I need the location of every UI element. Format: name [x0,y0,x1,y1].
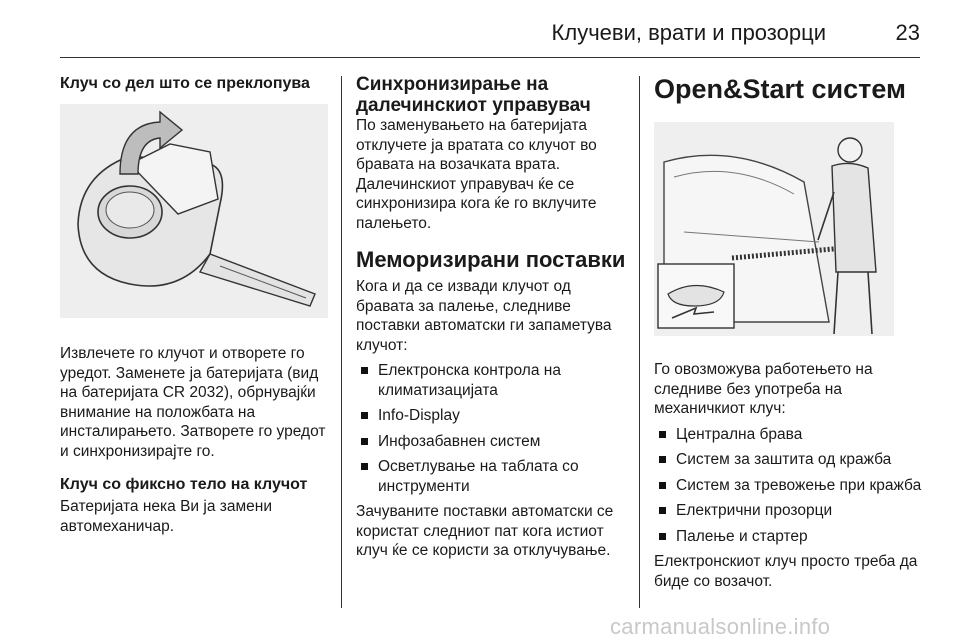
list-item: Електрични прозорци [654,501,924,521]
list-item: Info-Display [356,406,626,426]
sync-text: По заменувањето на батеријата отклучете ја вратата со клучот во бравата на возачката врата. Далечинскиот управувач ќе се синхронизира кога ќе го вклучите палењето. [356,117,597,232]
list-item: Палење и стартер [654,527,924,547]
open-start-list [654,425,924,547]
list-item: Инфозабавнен систем [356,432,626,452]
memorized-footer: Зачуваните поставки автоматски се користат следниот пат кога истиот клуч ќе се користи за отклучување. [356,503,614,559]
watermark: carmanualsonline.info [610,614,831,639]
heading-sync-remote: Синхронизирање на далечинскиот управувач [356,74,591,116]
battery-instructions: Извлечете го клучот и отворете го уредот. Заменете ја батеријата (вид на батеријата CR 2032), обрнувајќи внимание на положбата на инсталирањето. Затворете го уредот и синхронизирајте го. [60,345,326,460]
column-middle [356,74,626,561]
list-item: Систем за заштита од кражба [654,450,924,470]
bullet-icon [361,412,368,419]
column-left [60,74,328,536]
bullet-icon [361,438,368,445]
memorized-list [356,361,626,496]
list-item: Централна брава [654,425,924,445]
heading-open-start: Open&Start систем [654,74,907,104]
bullet-icon [361,463,368,470]
key-battery-illustration [60,104,328,318]
column-divider-2 [639,76,640,608]
bullet-icon [659,482,666,489]
bullet-icon [659,456,666,463]
open-start-illustration [654,122,894,336]
fixed-key-text: Батеријата нека Ви ја замени автомеханичар. [60,498,272,535]
list-item: Систем за тревожење при кражба [654,476,924,496]
header-divider [60,57,920,58]
page-number: 23 [895,20,920,45]
list-item: Електронска контрола на климатизацијата [356,361,626,400]
open-start-intro: Го овозможува работењето на следниве без употреба на механичкиот клуч: [654,361,873,417]
heading-fixed-key: Клуч со фиксно тело на клучот [60,476,308,493]
heading-memorized-settings: Меморизирани поставки [356,247,626,272]
list-item: Осветлување на таблата со инструменти [356,457,626,496]
heading-folding-key: Клуч со дел што се преклопува [60,75,310,92]
section-title: Клучеви, врати и прозорци [551,20,826,45]
bullet-icon [659,507,666,514]
column-right [654,74,924,591]
page-header [60,14,920,54]
bullet-icon [659,533,666,540]
bullet-icon [659,431,666,438]
bullet-icon [361,367,368,374]
memorized-intro: Кога и да се извади клучот од бравата за палење, следниве поставки автоматски ги запаметува клучот: [356,278,612,354]
column-divider-1 [341,76,342,608]
open-start-footer: Електронскиот клуч просто треба да биде со возачот. [654,553,918,590]
